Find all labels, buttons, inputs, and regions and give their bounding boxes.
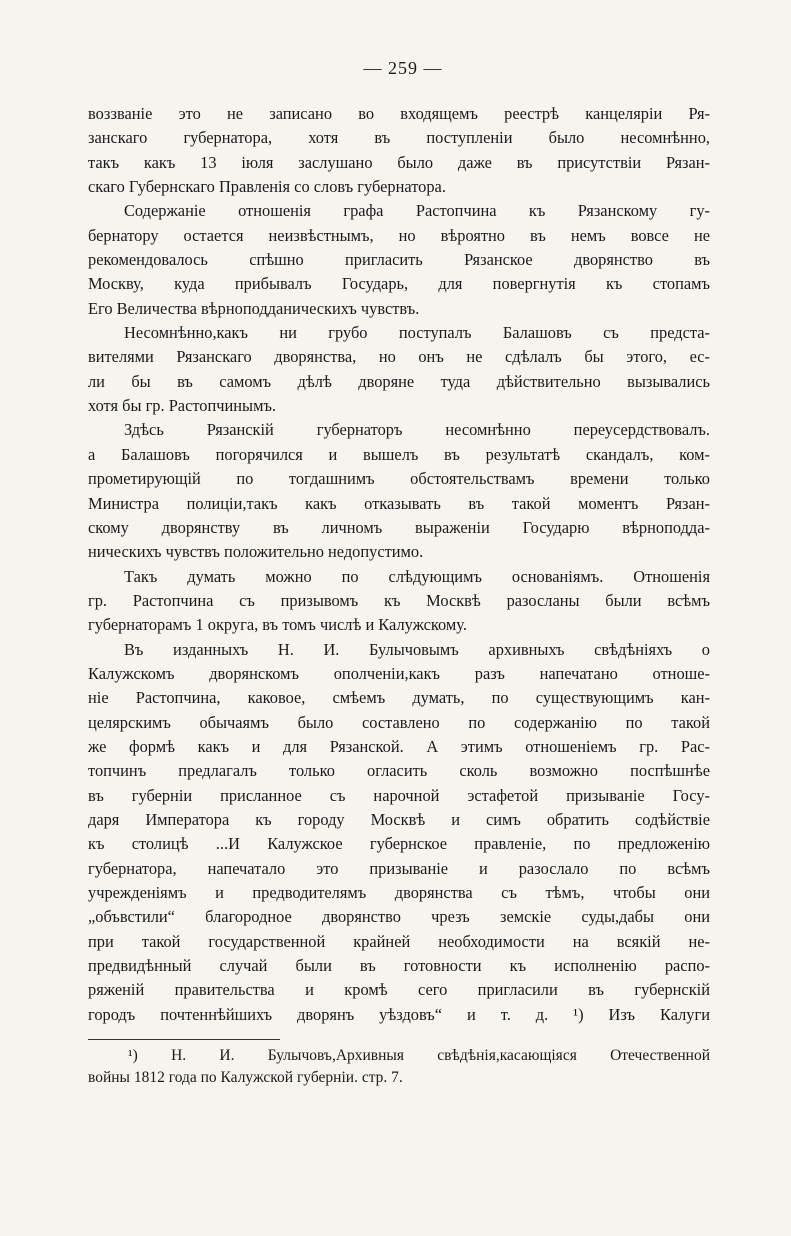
body-line: занскаго губернатора, хотя въ поступленіи было несомнѣнно,	[88, 128, 710, 148]
body-line: при такой государственной крайней необходимости на всякій не-	[88, 931, 710, 951]
body-line: бернатору остается неизвѣстнымъ, но вѣроятно въ немъ вовсе не	[88, 225, 710, 245]
body-line: Его Величества вѣрноподданическихъ чувствъ.	[88, 298, 420, 318]
body-line: предвидѣнный случай были въ готовности къ исполненію распо-	[88, 956, 710, 976]
book-page	[88, 58, 710, 1088]
body-line: „объвстили“ благородное дворянство чрезъ земскіе суды,дабы они	[88, 907, 710, 927]
body-line: воззваніе это не записано во входящемъ реестрѣ канцеляріи Ря-	[88, 104, 710, 123]
footnote	[88, 1045, 710, 1088]
body-line: топчинъ предлагалъ только огласить сколь возможно поспѣшнѣе	[88, 761, 710, 781]
body-line: въ губерніи присланное съ нарочной эстафетой призываніе Госу-	[88, 785, 710, 805]
body-line: гр. Растопчина съ призывомъ къ Москвѣ разосланы были всѣмъ	[88, 590, 710, 610]
body-line: вителями Рязанскаго дворянства, но онъ не сдѣлалъ бы этого, ес-	[88, 347, 710, 367]
footnote-rule	[88, 1039, 280, 1040]
footnote-line: войны 1812 года по Калужской губерніи. стр. 7.	[88, 1068, 403, 1086]
body-line: къ столицѣ ...И Калужское губернское правленіе, по предложенію	[88, 834, 710, 854]
body-line: такъ какъ 13 іюля заслушано было даже въ присутствіи Рязан-	[88, 152, 710, 172]
body-line: прометирующій по тогдашнимъ обстоятельствамъ времени только	[88, 469, 710, 489]
body-line: ли бы въ самомъ дѣлѣ дворяне туда дѣйствительно вызывались	[88, 371, 710, 391]
page-number: — 259 —	[363, 58, 443, 78]
body-line: Калужскомъ дворянскомъ ополченіи,какъ разъ напечатано отноше-	[88, 663, 710, 683]
body-line: ніе Растопчина, каковое, смѣемъ думать, по существующимъ кан-	[88, 688, 710, 708]
body-line: губернатора, напечатало это призываніе и разослало по всѣмъ	[88, 858, 710, 878]
body-line: целярскимъ обычаямъ было составлено по содержанію по такой	[88, 712, 710, 732]
body-line: даря Императора къ городу Москвѣ и симъ обратить содѣйствіе	[88, 809, 710, 829]
body-text	[88, 102, 710, 1027]
body-line: Москву, куда прибывалъ Государь, для повергнутія къ стопамъ	[88, 274, 710, 294]
body-line: а Балашовъ погорячился и вышелъ въ результатѣ скандалъ, ком-	[88, 444, 710, 464]
body-line: Въ изданныхъ Н. И. Булычовымъ архивныхъ свѣдѣніяхъ о	[124, 639, 710, 659]
body-line: Такъ думать можно по слѣдующимъ основаніямъ. Отношенія	[124, 566, 710, 586]
body-line: губернаторамъ 1 округа, въ томъ числѣ и Калужскому.	[88, 615, 467, 635]
body-line: Несомнѣнно,какъ ни грубо поступалъ Балашовъ съ предста-	[124, 323, 710, 343]
footnote-line: ¹) Н. И. Булычовъ,Архивныя свѣдѣнія,касающіяся Отечественной	[128, 1047, 710, 1065]
body-line: городъ почтеннѣйшихъ дворянъ уѣздовъ“ и т. д. ¹) Изъ Калуги	[88, 1004, 710, 1024]
body-line: же формѣ какъ и для Рязанской. А этимъ отношеніемъ гр. Рас-	[88, 736, 710, 756]
body-line: рекомендовалось спѣшно пригласить Рязанское дворянство въ	[88, 250, 710, 270]
body-line: хотя бы гр. Растопчинымъ.	[88, 396, 277, 416]
body-line: скому дворянству въ личномъ выраженіи Государю вѣрноподда-	[88, 517, 710, 537]
body-line: ряженій правительства и кромѣ сего пригласили въ губернскій	[88, 980, 710, 1000]
body-line: Содержаніе отношенія графа Растопчина къ Рязанскому гу-	[124, 201, 710, 221]
body-line: Министра полиціи,такъ какъ отказывать въ такой моментъ Рязан-	[88, 493, 710, 513]
body-line: скаго Губернскаго Правленія со словъ губернатора.	[88, 177, 446, 197]
body-line: ническихъ чувствъ положительно недопустимо.	[88, 542, 424, 562]
body-line: учрежденіямъ и предводителямъ дворянства съ тѣмъ, чтобы они	[88, 883, 710, 902]
body-line: Здѣсь Рязанскій губернаторъ несомнѣнно переусердствовалъ.	[124, 420, 710, 440]
